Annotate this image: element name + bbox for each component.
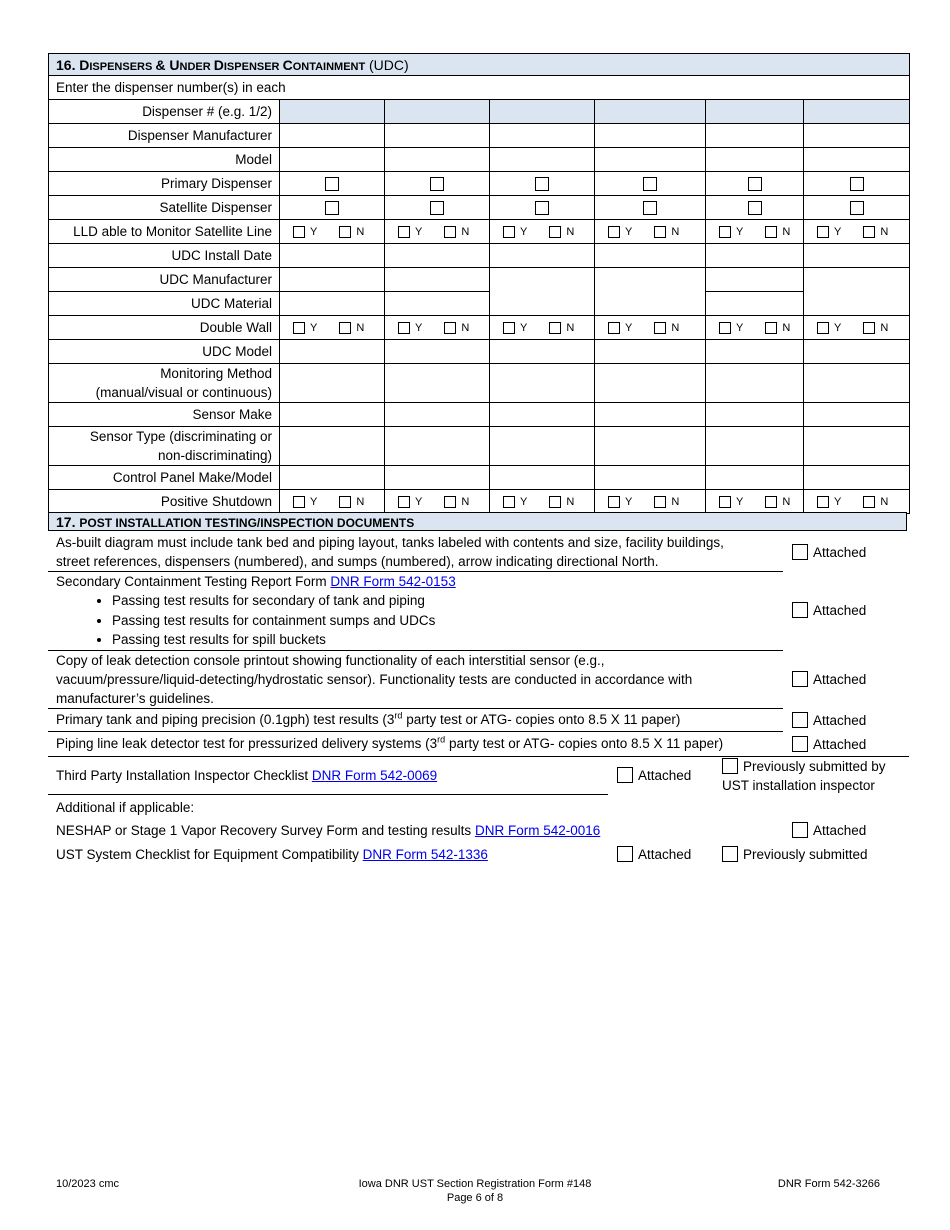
monitoring-method-field[interactable] <box>280 364 385 403</box>
yes-checkbox[interactable] <box>719 322 731 334</box>
compatibility-previously-submitted: Previously submitted <box>722 845 868 864</box>
udc-material-field[interactable] <box>280 292 385 316</box>
dispenser-manufacturer-field[interactable] <box>595 124 706 148</box>
udc-model-field[interactable] <box>706 340 804 364</box>
footer-date: 10/2023 cmc <box>56 1178 119 1190</box>
sensor-make-field[interactable] <box>490 403 595 427</box>
udc-material-field[interactable] <box>385 292 490 316</box>
attached-checkbox[interactable] <box>792 544 808 560</box>
sensor-type-label: Sensor Type (discriminating or non-discriminating) <box>49 427 280 466</box>
udc-install-date-field[interactable] <box>385 244 490 268</box>
section-number: 16. <box>56 56 76 73</box>
satellite-dispenser-checkbox[interactable] <box>643 201 657 215</box>
control-panel-field[interactable] <box>804 466 910 490</box>
footer-center: Iowa DNR UST Section Registration Form #148 Page 6 of 8 <box>358 1178 592 1204</box>
secondary-attached: Attached <box>792 601 866 620</box>
dispensers-udc-table: 16. DISPENSERS & UNDER DISPENSER CONTAINMENT (UDC) Enter the dispenser number(s) in each Dispenser # (e.g. 1/2) Dispenser Manufacturer Model Primary Dispenser Satellite Dispenser LLD able to Monitor Satellite Line Y N Y N Y N Y N Y N Y N UDC Install Date UDC Manufacturer UDC Material Double Wall Y N Y N Y N Y N Y N Y N UDC Model Monitoring Method (manual/visual or continuous) Sensor Make Sensor Type (discriminating or non-discriminating) Control Panel Make/Model Positive Shutdown Y N Y N Y N Y N Y N Y N <box>48 53 910 514</box>
udc-manufacturer-material-field[interactable] <box>804 268 910 316</box>
primary-dispenser-label: Primary Dispenser <box>49 172 280 196</box>
udc-manufacturer-label: UDC Manufacturer <box>49 268 280 292</box>
previously-submitted-checkbox[interactable] <box>722 846 738 862</box>
yes-checkbox[interactable] <box>608 226 620 238</box>
control-panel-field[interactable] <box>280 466 385 490</box>
attached-checkbox[interactable] <box>617 767 633 783</box>
yes-checkbox[interactable] <box>503 322 515 334</box>
control-panel-field[interactable] <box>595 466 706 490</box>
no-checkbox[interactable] <box>654 322 666 334</box>
compatibility-attached: Attached <box>617 845 691 864</box>
precision-test-text: Primary tank and piping precision (0.1gph) test results (3rd party test or ATG- copies onto 8.5 X 11 paper) <box>56 710 681 727</box>
section-16-header: 16. DISPENSERS & UNDER DISPENSER CONTAINMENT (UDC) <box>49 54 910 76</box>
udc-model-field[interactable] <box>280 340 385 364</box>
sensor-make-field[interactable] <box>280 403 385 427</box>
no-checkbox[interactable] <box>444 496 456 508</box>
model-field[interactable] <box>804 148 910 172</box>
no-checkbox[interactable] <box>765 322 777 334</box>
udc-material-label: UDC Material <box>49 292 280 316</box>
asbuilt-text: As-built diagram must include tank bed and piping layout, tanks labeled with contents and size, facility buildings, street references, dispensers (numbered), and sumps (numbered), arrow indicating directional North. <box>56 535 724 569</box>
instruction-text: Enter the dispenser number(s) in each <box>49 76 910 100</box>
secondary-containment-text: Secondary Containment Testing Report Form DNR Form 542-0153 <box>56 574 456 589</box>
no-checkbox[interactable] <box>863 322 875 334</box>
sensor-type-field[interactable] <box>385 427 490 466</box>
no-checkbox[interactable] <box>339 322 351 334</box>
lld-satellite-label: LLD able to Monitor Satellite Line <box>49 220 280 244</box>
model-field[interactable] <box>280 148 385 172</box>
list-item: • Passing test results for containment sumps and UDCs <box>112 611 435 631</box>
line-leak-detector-text: Piping line leak detector test for pressurized delivery systems (3rd party test or ATG- copies onto 8.5 X 11 paper) <box>56 734 724 751</box>
udc-material-field[interactable] <box>706 292 804 316</box>
yes-checkbox[interactable] <box>293 496 305 508</box>
positive-shutdown-label: Positive Shutdown <box>49 490 280 514</box>
model-field[interactable] <box>595 148 706 172</box>
primary-dispenser-checkbox[interactable] <box>325 177 339 191</box>
no-checkbox[interactable] <box>549 496 561 508</box>
sensor-make-field[interactable] <box>595 403 706 427</box>
yes-checkbox[interactable] <box>398 322 410 334</box>
inspector-checklist-text: Third Party Installation Inspector Checklist DNR Form 542-0069 <box>56 768 438 783</box>
leak-detection-text: Copy of leak detection console printout showing functionality of each interstitial sensor (e.g., vacuum/pressure/liquid-detecting/hydrostatic sensor). Functionality tests are conducted in accordance with manufacturer’s guidelines. <box>56 653 693 706</box>
double-wall-label: Double Wall <box>49 316 280 340</box>
monitoring-method-field[interactable] <box>595 364 706 403</box>
attached-checkbox[interactable] <box>792 712 808 728</box>
sensor-make-field[interactable] <box>804 403 910 427</box>
model-field[interactable] <box>706 148 804 172</box>
no-checkbox[interactable] <box>654 496 666 508</box>
udc-manufacturer-field[interactable] <box>385 268 490 292</box>
monitoring-method-field[interactable] <box>706 364 804 403</box>
no-checkbox[interactable] <box>863 496 875 508</box>
yes-checkbox[interactable] <box>608 496 620 508</box>
sensor-type-field[interactable] <box>804 427 910 466</box>
udc-manufacturer-material-field[interactable] <box>490 268 595 316</box>
dispenser-number-field[interactable] <box>490 100 595 124</box>
neshap-attached: Attached <box>792 821 866 840</box>
satellite-dispenser-checkbox[interactable] <box>325 201 339 215</box>
sensor-make-field[interactable] <box>706 403 804 427</box>
udc-manufacturer-field[interactable] <box>706 268 804 292</box>
sensor-make-field[interactable] <box>385 403 490 427</box>
satellite-dispenser-checkbox[interactable] <box>748 201 762 215</box>
yes-checkbox[interactable] <box>719 226 731 238</box>
udc-model-field[interactable] <box>595 340 706 364</box>
precision-attached: Attached <box>792 711 866 730</box>
inspector-attached: Attached <box>617 766 691 785</box>
udc-install-date-field[interactable] <box>280 244 385 268</box>
udc-manufacturer-material-field[interactable] <box>595 268 706 316</box>
no-checkbox[interactable] <box>765 496 777 508</box>
dispenser-manufacturer-field[interactable] <box>280 124 385 148</box>
yes-checkbox[interactable] <box>503 226 515 238</box>
dispenser-number-field[interactable] <box>385 100 490 124</box>
attached-checkbox[interactable] <box>617 846 633 862</box>
yes-checkbox[interactable] <box>503 496 515 508</box>
section-17-header: 17. POST INSTALLATION TESTING/INSPECTION DOCUMENTS <box>48 512 907 531</box>
primary-dispenser-checkbox[interactable] <box>748 177 762 191</box>
satellite-dispenser-checkbox[interactable] <box>850 201 864 215</box>
dispenser-number-field[interactable] <box>595 100 706 124</box>
attached-checkbox[interactable] <box>792 736 808 752</box>
dispenser-manufacturer-label: Dispenser Manufacturer <box>49 124 280 148</box>
sensor-type-field[interactable] <box>595 427 706 466</box>
attached-checkbox[interactable] <box>792 671 808 687</box>
dispenser-manufacturer-field[interactable] <box>804 124 910 148</box>
inspector-previously-submitted-line2: UST installation inspector <box>722 778 875 793</box>
udc-model-field[interactable] <box>804 340 910 364</box>
secondary-bullets <box>84 591 435 650</box>
udc-install-date-label: UDC Install Date <box>49 244 280 268</box>
udc-model-field[interactable] <box>490 340 595 364</box>
dispenser-number-label: Dispenser # (e.g. 1/2) <box>49 100 280 124</box>
dispenser-manufacturer-field[interactable] <box>706 124 804 148</box>
dispenser-number-field[interactable] <box>706 100 804 124</box>
inspector-previously-submitted: Previously submitted by <box>722 757 886 776</box>
additional-label: Additional if applicable: <box>56 800 195 815</box>
dispenser-number-field[interactable] <box>280 100 385 124</box>
dispenser-manufacturer-field[interactable] <box>385 124 490 148</box>
udc-model-field[interactable] <box>385 340 490 364</box>
line-leak-attached: Attached <box>792 735 866 754</box>
yes-checkbox[interactable] <box>293 226 305 238</box>
compatibility-text: UST System Checklist for Equipment Compatibility DNR Form 542-1336 <box>56 847 488 862</box>
dnr-form-542-0069-link[interactable]: DNR Form 542-0069 <box>311 768 438 783</box>
neshap-text: NESHAP or Stage 1 Vapor Recovery Survey Form and testing results DNR Form 542-0016 <box>56 823 601 838</box>
control-panel-field[interactable] <box>385 466 490 490</box>
sensor-type-field[interactable] <box>706 427 804 466</box>
asbuilt-attached: Attached <box>792 543 866 562</box>
monitoring-method-field[interactable] <box>490 364 595 403</box>
satellite-dispenser-checkbox[interactable] <box>430 201 444 215</box>
sensor-type-field[interactable] <box>280 427 385 466</box>
monitoring-method-field[interactable] <box>385 364 490 403</box>
yes-checkbox[interactable] <box>293 322 305 334</box>
dnr-form-542-0153-link[interactable]: DNR Form 542-0153 <box>330 574 456 589</box>
primary-dispenser-checkbox[interactable] <box>430 177 444 191</box>
control-panel-label: Control Panel Make/Model <box>49 466 280 490</box>
udc-manufacturer-field[interactable] <box>280 268 385 292</box>
control-panel-field[interactable] <box>706 466 804 490</box>
list-item: • Passing test results for secondary of tank and piping <box>112 591 435 611</box>
udc-install-date-field[interactable] <box>804 244 910 268</box>
yes-checkbox[interactable] <box>719 496 731 508</box>
sensor-make-label: Sensor Make <box>49 403 280 427</box>
udc-install-date-field[interactable] <box>490 244 595 268</box>
no-checkbox[interactable] <box>863 226 875 238</box>
yes-checkbox[interactable] <box>608 322 620 334</box>
no-checkbox[interactable] <box>444 226 456 238</box>
udc-install-date-field[interactable] <box>706 244 804 268</box>
model-field[interactable] <box>490 148 595 172</box>
satellite-dispenser-checkbox[interactable] <box>535 201 549 215</box>
udc-model-label: UDC Model <box>49 340 280 364</box>
yes-checkbox[interactable] <box>398 226 410 238</box>
model-label: Model <box>49 148 280 172</box>
no-checkbox[interactable] <box>339 496 351 508</box>
yes-checkbox[interactable] <box>817 322 829 334</box>
dispenser-manufacturer-field[interactable] <box>490 124 595 148</box>
no-checkbox[interactable] <box>549 322 561 334</box>
attached-checkbox[interactable] <box>792 602 808 618</box>
udc-install-date-field[interactable] <box>595 244 706 268</box>
satellite-dispenser-label: Satellite Dispenser <box>49 196 280 220</box>
primary-dispenser-checkbox[interactable] <box>850 177 864 191</box>
primary-dispenser-checkbox[interactable] <box>643 177 657 191</box>
sensor-type-field[interactable] <box>490 427 595 466</box>
dispenser-number-field[interactable] <box>804 100 910 124</box>
dnr-form-542-0016-link[interactable]: DNR Form 542-0016 <box>474 823 601 838</box>
no-checkbox[interactable] <box>339 226 351 238</box>
no-checkbox[interactable] <box>765 226 777 238</box>
footer-form-number: DNR Form 542-3266 <box>777 1178 880 1190</box>
no-checkbox[interactable] <box>444 322 456 334</box>
control-panel-field[interactable] <box>490 466 595 490</box>
monitoring-method-label: Monitoring Method (manual/visual or continuous) <box>49 364 280 403</box>
monitoring-method-field[interactable] <box>804 364 910 403</box>
attached-checkbox[interactable] <box>792 822 808 838</box>
model-field[interactable] <box>385 148 490 172</box>
list-item: • Passing test results for spill buckets <box>112 630 435 650</box>
no-checkbox[interactable] <box>654 226 666 238</box>
yes-checkbox[interactable] <box>817 226 829 238</box>
yes-checkbox[interactable] <box>398 496 410 508</box>
previously-submitted-checkbox[interactable] <box>722 758 738 774</box>
dnr-form-542-1336-link[interactable]: DNR Form 542-1336 <box>362 847 488 862</box>
yes-checkbox[interactable] <box>817 496 829 508</box>
no-checkbox[interactable] <box>549 226 561 238</box>
primary-dispenser-checkbox[interactable] <box>535 177 549 191</box>
leak-detection-attached: Attached <box>792 670 866 689</box>
